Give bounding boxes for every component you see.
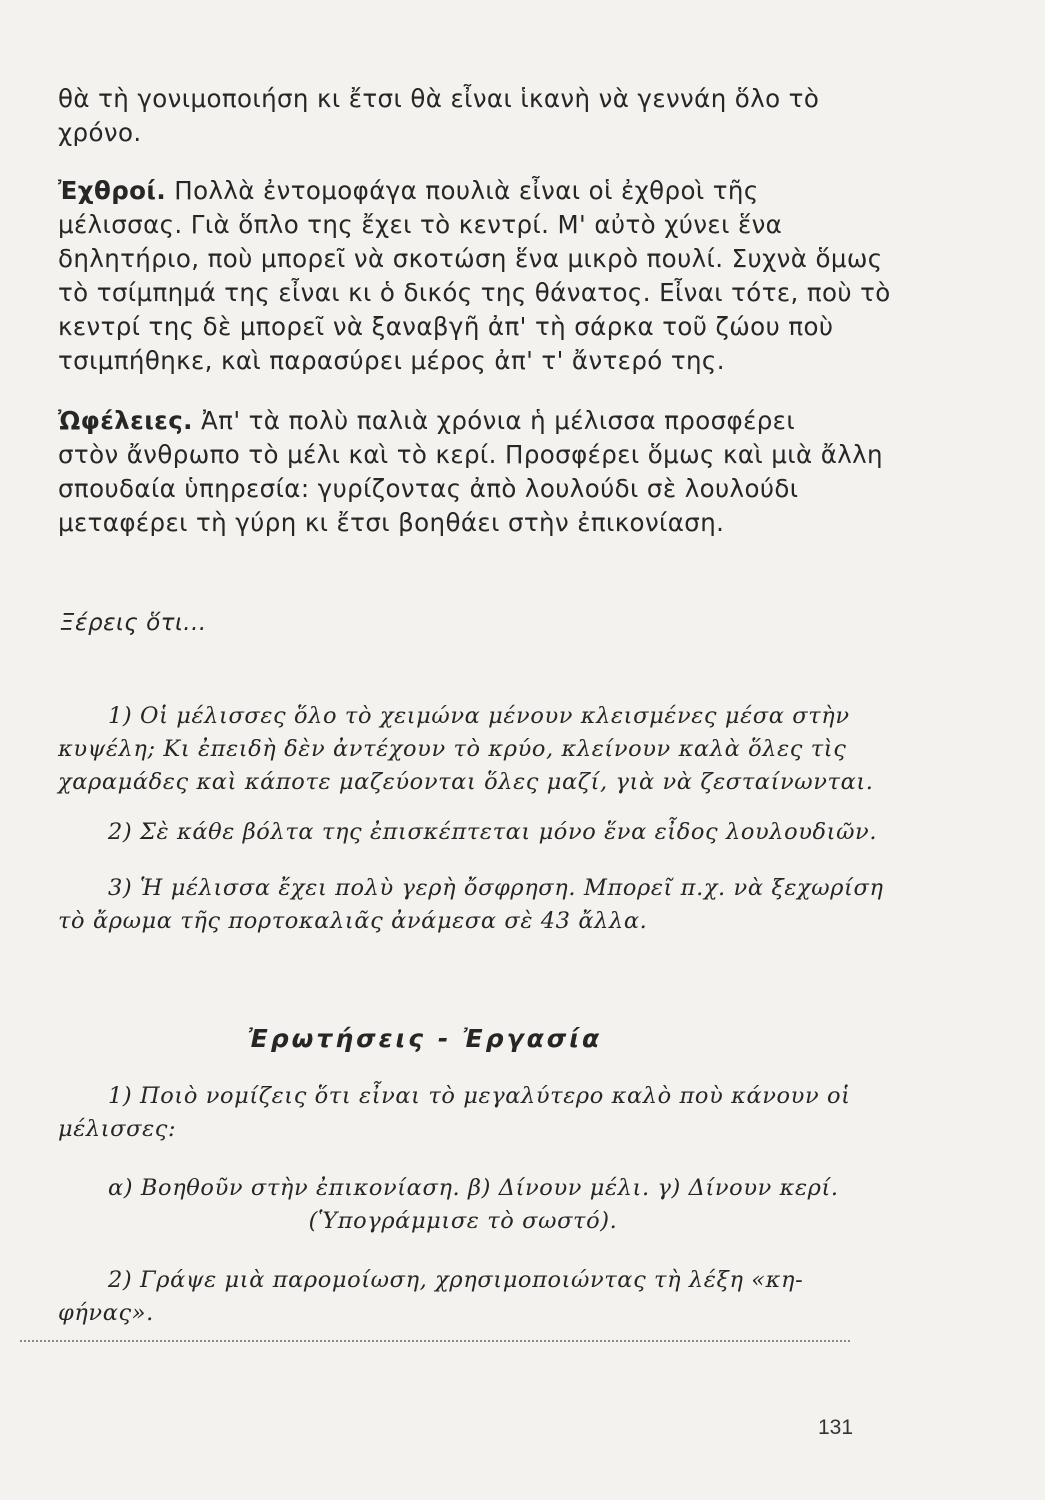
text-line: φήνας». [58, 1300, 154, 1326]
text-line: κυψέλη; Κι ἐπειδὴ δὲν ἀντέχουν τὸ κρύο, κλείνουν καλὰ ὅλες τὶς [58, 736, 847, 762]
benefits-paragraph [58, 404, 883, 540]
text-line: 1) Οἱ μέλισσες ὅλο τὸ χειμώνα μένουν κλεισμένες μέσα στὴν [108, 703, 850, 729]
text-line: δηλητήριο, ποὺ μπορεῖ νὰ σκοτώση ἕνα μικρὸ πουλί. Συχνὰ ὅμως [58, 244, 883, 273]
text-line: μέλισσες: [58, 1116, 177, 1142]
text-line: 2) Σὲ κάθε βόλτα της ἐπισκέπτεται μόνο ἕνα εἶδος λουλουδιῶν. [108, 819, 878, 845]
text-line: 2) Γράψε μιὰ παρομοίωση, χρησιμοποιώντας τὴ λέξη «κη- [108, 1267, 804, 1293]
text-line: 3) Ἡ μέλισσα ἔχει πολὺ γερὴ ὄσφρηση. Μπορεῖ π.χ. νὰ ξεχωρίση [108, 875, 884, 901]
text-line: μεταφέρει τὴ γύρη κι ἔτσι βοηθάει στὴν ἐπικονίαση. [58, 508, 725, 537]
questions-title: Ἐρωτήσεις - Ἐργασία [248, 1024, 603, 1053]
text-line [58, 174, 868, 208]
underline-instruction: (Ὑπογράμμισε τὸ σωστό). [308, 1208, 618, 1234]
page-number: 131 [818, 1416, 854, 1439]
text-line: μέλισσας. Γιὰ ὅπλο της ἔχει τὸ κεντρί. Μ' αὐτὸ χύνει ἕνα [58, 210, 783, 239]
question-2 [58, 1264, 868, 1330]
did-you-know-title: Ξέρεις ὅτι... [60, 610, 207, 636]
fact-1 [58, 700, 874, 799]
enemies-first-line: Πολλὰ ἐντομοφάγα πουλιὰ εἶναι οἱ ἐχθροὶ τῆς [166, 176, 759, 205]
intro-paragraph [58, 82, 868, 150]
text-line: τὸ ἄρωμα τῆς πορτοκαλιᾶς ἀνάμεσα σὲ 43 ἄλλα. [58, 908, 648, 934]
text-line: 1) Ποιὸ νομίζεις ὅτι εἶναι τὸ μεγαλύτερο καλὸ ποὺ κάνουν οἱ [108, 1083, 851, 1109]
text-line: τσιμπήθηκε, καὶ παρασύρει μέρος ἀπ' τ' ἄντερό της. [58, 346, 725, 375]
text-line: χρόνο. [58, 118, 142, 147]
text-line: χαραμάδες καὶ κάποτε μαζεύονται ὅλες μαζί, γιὰ νὰ ζεσταίνωνται. [58, 769, 874, 795]
enemies-paragraph [58, 174, 891, 378]
benefits-first-line: Ἀπ' τὰ πολὺ παλιὰ χρόνια ἡ μέλισσα προσφέρει [192, 406, 796, 435]
question-1 [58, 1080, 868, 1146]
text-line: στὸν ἄνθρωπο τὸ μέλι καὶ τὸ κερί. Προσφέρει ὅμως καὶ μιὰ ἄλλη [58, 440, 883, 469]
text-line: τὸ τσίμπημά της εἶναι κι ὁ δικός της θάνατος. Εἶναι τότε, ποὺ τὸ [58, 278, 891, 307]
benefits-heading: Ὠφέλειες. [58, 406, 193, 435]
text-line [58, 404, 868, 438]
enemies-heading: Ἐχθροί. [58, 176, 167, 205]
question-1-options [58, 1172, 868, 1238]
answer-dotted-line[interactable] [20, 1340, 850, 1342]
text-line: κεντρί της δὲ μπορεῖ νὰ ξαναβγῆ ἀπ' τὴ σάρκα τοῦ ζώου ποὺ [58, 312, 834, 341]
fact-3 [58, 872, 884, 938]
text-line: σπουδαία ὑπηρεσία: γυρίζοντας ἀπὸ λουλούδι σὲ λουλούδι [58, 474, 799, 503]
text-line: α) Βοηθοῦν στὴν ἐπικονίαση. β) Δίνουν μέλι. γ) Δίνουν κερί. [108, 1175, 839, 1201]
fact-2 [58, 816, 878, 849]
text-line: θὰ τὴ γονιμοποιήση κι ἔτσι θὰ εἶναι ἱκανὴ νὰ γεννάη ὅλο τὸ [58, 84, 820, 113]
